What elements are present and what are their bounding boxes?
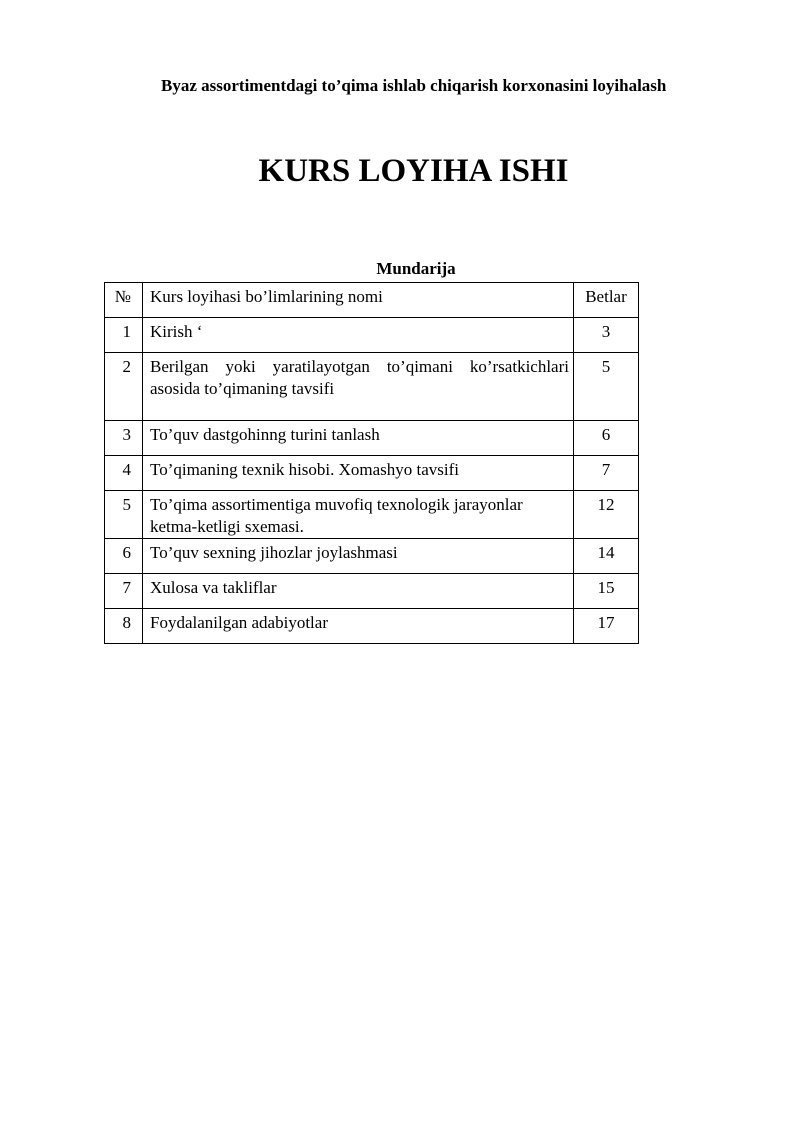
row-number: 7 bbox=[105, 574, 143, 609]
row-title: To’qima assortimentiga muvofiq texnologik jarayonlar ketma-ketligi sxemasi. bbox=[143, 491, 574, 539]
row-number: 1 bbox=[105, 318, 143, 353]
table-row bbox=[105, 574, 639, 609]
column-header-num: № bbox=[105, 283, 143, 318]
toc-heading: Mundarija bbox=[376, 259, 456, 278]
row-title: To’quv dastgohinng turini tanlash bbox=[143, 421, 574, 456]
row-number: 8 bbox=[105, 609, 143, 644]
row-page: 3 bbox=[574, 318, 639, 353]
table-row bbox=[105, 318, 639, 353]
row-title: Foydalanilgan adabiyotlar bbox=[143, 609, 574, 644]
row-page: 15 bbox=[574, 574, 639, 609]
row-page: 7 bbox=[574, 456, 639, 491]
page-title: KURS LOYIHA ISHI bbox=[258, 153, 569, 189]
row-page: 14 bbox=[574, 539, 639, 574]
table-row bbox=[105, 491, 639, 539]
row-title: To’qimaning texnik hisobi. Xomashyo tavsifi bbox=[143, 456, 574, 491]
row-page: 6 bbox=[574, 421, 639, 456]
row-number: 2 bbox=[105, 353, 143, 421]
row-page: 17 bbox=[574, 609, 639, 644]
row-title: To’quv sexning jihozlar joylashmasi bbox=[143, 539, 574, 574]
row-number: 5 bbox=[105, 491, 143, 539]
table-row bbox=[105, 421, 639, 456]
row-title: Kirish ‘ bbox=[143, 318, 574, 353]
table-row bbox=[105, 609, 639, 644]
row-page: 12 bbox=[574, 491, 639, 539]
column-header-title: Kurs loyihasi bo’limlarining nomi bbox=[143, 283, 574, 318]
table-row bbox=[105, 456, 639, 491]
table-row bbox=[105, 353, 639, 421]
toc-table bbox=[104, 282, 639, 644]
row-number: 4 bbox=[105, 456, 143, 491]
row-title: Berilgan yoki yaratilayotgan to’qimani ko’rsatkichlari asosida to’qimaning tavsifi bbox=[143, 353, 574, 421]
toc-header-row bbox=[105, 283, 639, 318]
table-row bbox=[105, 539, 639, 574]
row-number: 3 bbox=[105, 421, 143, 456]
row-title: Xulosa va takliflar bbox=[143, 574, 574, 609]
document-header: Byaz assortimentdagi to’qima ishlab chiqarish korxonasini loyihalash bbox=[161, 76, 667, 95]
row-number: 6 bbox=[105, 539, 143, 574]
column-header-page: Betlar bbox=[574, 283, 639, 318]
row-page: 5 bbox=[574, 353, 639, 421]
